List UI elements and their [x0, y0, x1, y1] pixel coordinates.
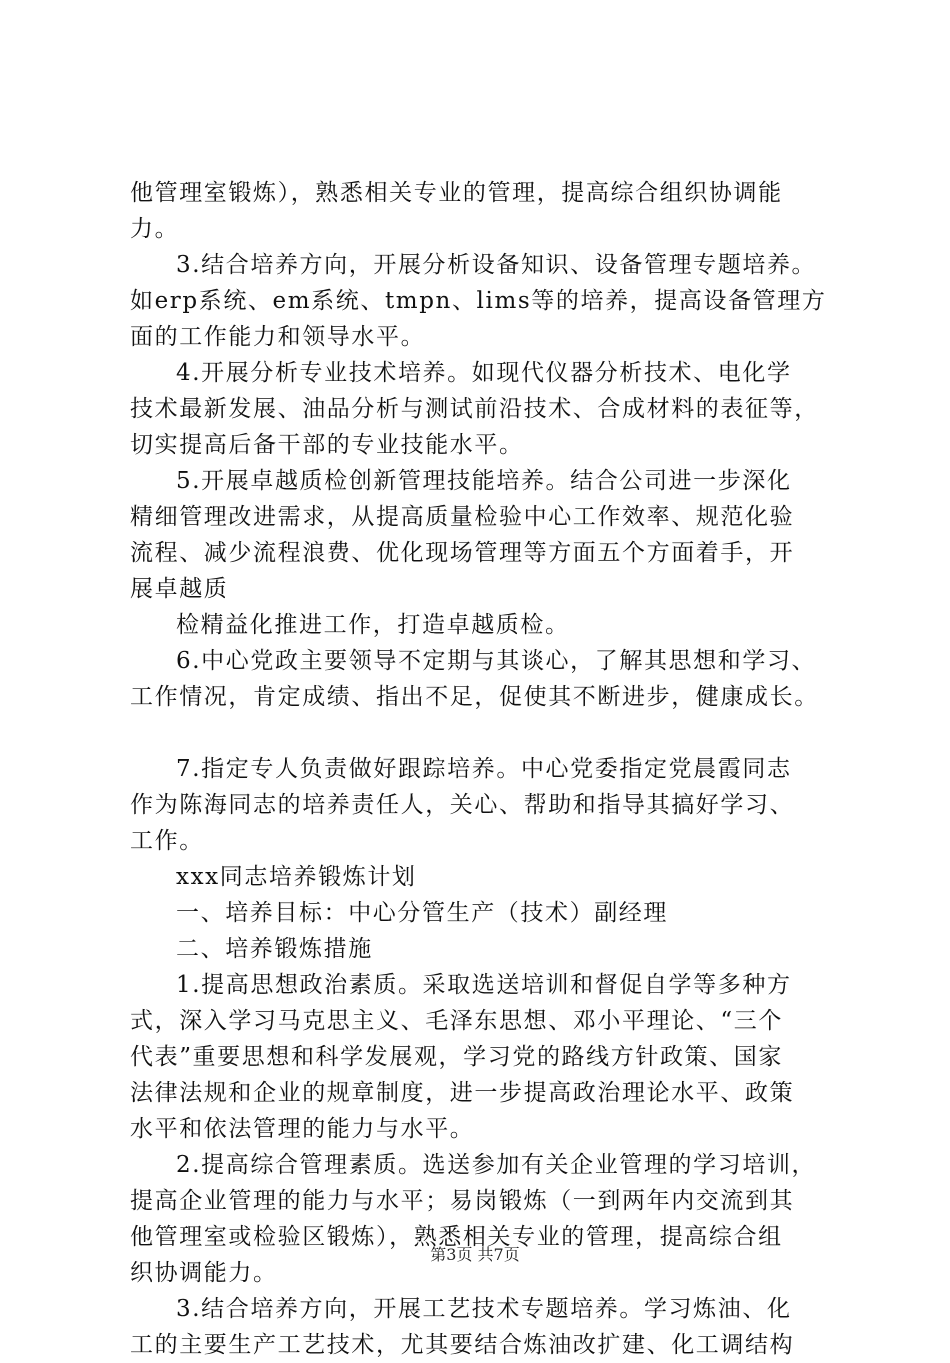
- text-line: 法律法规和企业的规章制度，进一步提高政治理论水平、政策: [130, 1080, 795, 1106]
- text-line: 检精益化推进工作，打造卓越质检。: [176, 612, 570, 638]
- text-line: 他管理室或检验区锻炼），熟悉相关专业的管理，提高综合组: [130, 1224, 783, 1250]
- text-line: 工作。: [130, 828, 204, 854]
- page-number-footer: 第3页 共7页: [430, 1245, 520, 1264]
- text-line: 代表”重要思想和科学发展观，学习党的路线方针政策、国家: [130, 1044, 783, 1070]
- text-line: 他管理室锻炼），熟悉相关专业的管理，提高综合组织协调能: [130, 180, 783, 206]
- text-line: 技术最新发展、油品分析与测试前沿技术、合成材料的表征等，: [130, 396, 819, 422]
- text-line: 展卓越质: [130, 576, 229, 602]
- text-line: 工的主要生产工艺技术，尤其要结合炼油改扩建、化工调结构: [130, 1332, 795, 1358]
- text-line: 切实提高后备干部的专业技能水平。: [130, 432, 524, 458]
- text-line: 力。: [130, 216, 180, 242]
- text-line: 作为陈海同志的培养责任人，关心、帮助和指导其搞好学习、: [130, 792, 795, 818]
- text-line: 如erp系统、em系统、tmpn、lims等的培养，提高设备管理方: [130, 288, 827, 314]
- text-line: 工作情况，肯定成绩、指出不足，促使其不断进步，健康成长。: [130, 684, 819, 710]
- text-line: 二、培养锻炼措施: [176, 936, 373, 962]
- text-line: 3.结合培养方向，开展工艺技术专题培养。学习炼油、化: [176, 1296, 792, 1322]
- section-heading: xxx同志培养锻炼计划: [176, 864, 417, 890]
- text-line: 织协调能力。: [130, 1260, 278, 1286]
- text-line: 式，深入学习马克思主义、毛泽东思想、邓小平理论、“三个: [130, 1008, 783, 1034]
- text-line: 2.提高综合管理素质。选送参加有关企业管理的学习培训，: [176, 1152, 817, 1178]
- text-line: 水平和依法管理的能力与水平。: [130, 1116, 475, 1142]
- text-line: 7.指定专人负责做好跟踪培养。中心党委指定党晨霞同志: [176, 756, 792, 782]
- text-line: 4.开展分析专业技术培养。如现代仪器分析技术、电化学: [176, 360, 792, 386]
- text-line: 一、培养目标：中心分管生产（技术）副经理: [176, 900, 668, 926]
- text-line: 6.中心党政主要领导不定期与其谈心，了解其思想和学习、: [176, 648, 817, 674]
- text-line: 提高企业管理的能力与水平；易岗锻炼（一到两年内交流到其: [130, 1188, 795, 1214]
- text-line: 流程、减少流程浪费、优化现场管理等方面五个方面着手，开: [130, 540, 795, 566]
- document-body: [130, 175, 855, 1363]
- text-line: 3.结合培养方向，开展分析设备知识、设备管理专题培养。: [176, 252, 817, 278]
- text-line: 精细管理改进需求，从提高质量检验中心工作效率、规范化验: [130, 504, 795, 530]
- text-line: 1.提高思想政治素质。采取选送培训和督促自学等多种方: [176, 972, 792, 998]
- blank-line: [130, 715, 855, 751]
- text-line: 5.开展卓越质检创新管理技能培养。结合公司进一步深化: [176, 468, 792, 494]
- text-line: 面的工作能力和领导水平。: [130, 324, 426, 350]
